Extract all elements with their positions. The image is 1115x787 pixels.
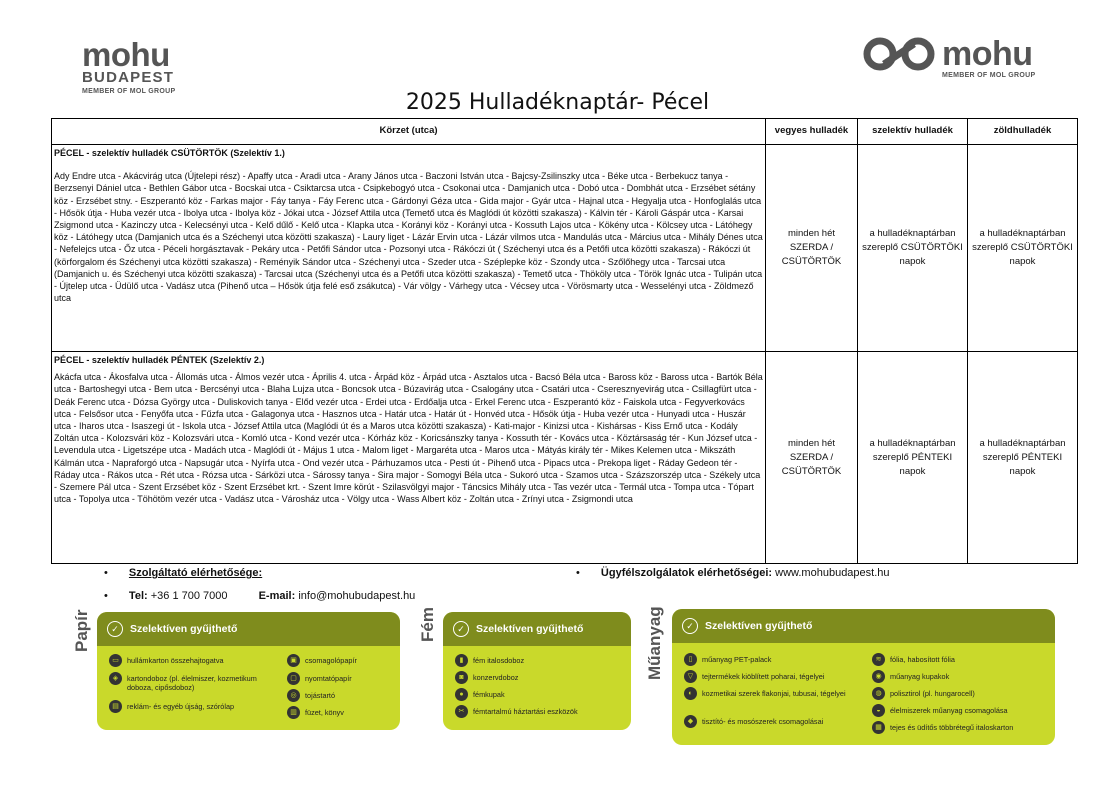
- header-district: Körzet (utca): [52, 119, 766, 145]
- office-contact: [576, 567, 890, 579]
- pet-bottle-icon: ▯: [684, 653, 697, 666]
- mohu-budapest-logo: [82, 36, 176, 95]
- selective-waste-cell: a hulladéknaptárban szereplő PÉNTEKI napok: [858, 352, 968, 564]
- header-selective: szelektív hulladék: [858, 119, 968, 145]
- list-item: ▮ fém italosdoboz: [455, 656, 630, 667]
- table-row: [52, 352, 1078, 564]
- header-mixed: vegyes hulladék: [766, 119, 858, 145]
- list-item: ◎ tojástartó: [287, 691, 397, 702]
- office-value[interactable]: www.mohubudapest.hu: [775, 567, 890, 579]
- list-item: ▤ reklám- és egyéb újság, szórólap: [109, 702, 279, 713]
- bullet-icon: •: [104, 590, 108, 602]
- green-waste-cell: a hulladéknaptárban szereplő CSÜTÖRTÖKI napok: [968, 145, 1078, 352]
- list-item: ▢ nyomtatópapír: [287, 674, 397, 685]
- drink-carton-icon: ▦: [872, 721, 885, 734]
- list-item: ▦ tejes és üdítős többrétegű italoskarton: [872, 723, 1052, 734]
- muanyag-panel: [672, 609, 1055, 745]
- papir-label: Papír: [72, 609, 91, 652]
- panel-header-text: Szelektíven gyűjthető: [705, 620, 813, 632]
- yogurt-cup-icon: ▽: [684, 670, 697, 683]
- street-list: Ady Endre utca - Akácvirág utca (Újtelepi rész) - Apaffy utca - Aradi utca - Arany János utca - Baczoni István utca - Bajcsy-Zsilinszky utca - Béke utca - Berbekucz tanya - Berzsenyi Dániel utca - Bethlen Gábor utca - Bocskai utca - Csiktarcsa utca - Csipkebogyó utca - Csokonai utca - Damjanich utca - Dobó utca - Dombhát utca - Erzsébet sétány köz - Erzsébet stny. - Eszperantó köz - Farkas major - Fáy tanya - Fáy Ferenc utca - Gárdonyi Géza utca - Gida major - Gyár utca - Hajnal utca - Hegyalja utca - Honfoglalás utca - Hősök útja - Huba vezér utca - Ibolya utca - Ibolya köz - Jókai utca - József Attila utca (Temető utca és Maglódi út közötti szakasza) - Kálvin tér - Károli Gáspár utca - Karsai Zsigmond utca - Kazinczy utca - Kelecsényi utca - Kelő dűlő - Kelő utca - Klapka utca - Korányi köz - Korányi utca - Kossuth Lajos utca - Kökény utca - Kölcsey utca - Látóhegy köz - Látóhegy utca (Damjanich utca és a Széchenyi utca közötti szakasza) - Laury liget - Lázár Ervin utca - Lázár vilmos utca - Mandulás utca - Március utca - Mihály Dénes utca - Nefelejcs utca - Őz utca - Péceli horgásztavak - Pekáry utca - Petőfi Sándor utca - Pozsonyi utca - Rákóczi út ( Széchenyi utca és a Petőfi utca közötti szakasza) - Rákóczi út (körforgalom és Széchenyi utca közötti szakasza) - Reményik Sándor utca - Széchenyi utca - Szeder utca - Széplepke köz - Szondy utca - Szőlőhegy utca - Tarcsai utca (Damjanich u. és Széchenyi utca közötti szakasza) - Tarcsai utca (Széchenyi utca és a Petőfi utca közötti szakasza) - Temető utca - Thököly utca - Török Ignác utca - Tulipán utca - Újtelep utca - Üdülő utca - Vadász utca (Pihenő utca – Hősök útja felé eső zsákutca) - Vár völgy - Várhegy utca - Vécsey utca - Vörösmarty utca - Wesselényi utca - Zöldmező utca: [54, 171, 763, 304]
- muanyag-panel-header: [672, 609, 1055, 643]
- muanyag-label: Műanyag: [645, 606, 664, 680]
- email-value[interactable]: info@mohubudapest.hu: [298, 590, 416, 602]
- list-item: ◙ konzervdoboz: [455, 673, 630, 684]
- street-list: Akácfa utca - Ákosfalva utca - Állomás utca - Álmos vezér utca - Április 4. utca - Árpád köz - Árpád utca - Asztalos utca - Bacsó Béla utca - Baross köz - Baross utca - Bartók Béla utca - Bartoshegyi utca - Bem utca - Bercsényi utca - Blaha Lujza utca - Boncsok utca - Búzavirág utca - Csalogány utca - Csatári utca - Cseresznyevirág utca - Csillagfürt utca - Deák Ferenc utca - Dózsa György utca - Duliskovich tanya - Előd vezér utca - Erdei utca - Erdőalja utca - Erkel Ferenc utca - Eszperantó köz - Faiskola utca - Fegyverkovács utca - Felsősor utca - Fenyőfa utca - Fűzfa utca - Galagonya utca - Hasznos utca - Határ utca - Határ út - Honvéd utca - Hősök útja - Huba vezér utca - Hunyadi utca - Huszár utca - Iharos utca - Isaszegi út - Iskola utca - József Attila utca (Maglódi út és a Maros utca közötti szakasza) - Kati-major - Kinizsi utca - Kishársas - Kiss Ernő utca - Kodály Zoltán utca - Kolozsvári köz - Kolozsvári utca - Komló utca - Kond vezér utca - Kórház köz - Koricsánszky tanya - Kossuth tér - Kovács utca - Köztársaság tér - Kun József utca - Levendula utca - Ligetszépe utca - Madách utca - Maglódi út - Május 1 utca - Malom liget - Margaréta utca - Maros utca - Mátyás király tér - Mikes Kelemen utca - Mikszáth Kálmán utca - Napraforgó utca - Napsugár utca - Nyírfa utca - Ond vezér utca - Párhuzamos utca - Pesti út - Pihenő utca - Pipacs utca - Prekopa liget - Ráday Gedeon tér - Ráday utca - Rákos utca - Rét utca - Rózsa utca - Sárközi utca - Sárossy tanya - Sira major - Somogyi Béla utca - Sukoró utca - Szamos utca - Százszorszép utca - Székely utca - Szemere Pál utca - Szent Erzsébet köz - Szent Erzsébet krt. - Szent Imre körút - Szilasvölgyi major - Táncsics Mihály utca - Tas vezér utca - Termál utca - Tompa utca - Tópart utca - Topolya utca - Töhötöm vezér utca - Vadász utca - Városház utca - Völgy utca - Wass Albert köz - Zoltán utca - Zrínyi utca - Zsigmondi utca: [54, 372, 763, 505]
- zone-heading: PÉCEL - szelektív hulladék CSÜTÖRTÖK (Szelektív 1.): [54, 148, 285, 158]
- check-icon: ✓: [453, 621, 469, 637]
- list-item: ◒ élelmiszerek műanyag csomagolása: [872, 706, 1052, 717]
- list-item: ◆ tisztító- és mosószerek csomagolásai: [684, 717, 869, 728]
- tin-can-icon: ◙: [455, 671, 468, 684]
- header-green: zöldhulladék: [968, 119, 1078, 145]
- drink-can-icon: ▮: [455, 654, 468, 667]
- wrapping-paper-icon: ▣: [287, 654, 300, 667]
- list-item: ▽ tejtermékek kiöblített poharai, tégelyei: [684, 672, 869, 683]
- egg-carton-icon: ◎: [287, 689, 300, 702]
- detergent-icon: ◆: [684, 715, 697, 728]
- provider-label: Szolgáltató elérhetősége:: [128, 567, 263, 579]
- list-item: ◈ kartondoboz (pl. élelmiszer, kozmetikum doboza, cipősdoboz): [109, 674, 279, 692]
- table-header-row: [52, 119, 1078, 145]
- panel-header-text: Szelektíven gyűjthető: [130, 623, 238, 635]
- table-row: [52, 145, 1078, 352]
- office-label: Ügyfélszolgálatok elérhetőségei:: [600, 567, 773, 579]
- page-title: 2025 Hulladéknaptár- Pécel: [405, 90, 710, 115]
- logo-right-word: mohu: [942, 35, 1033, 73]
- cardboard-icon: ▭: [109, 654, 122, 667]
- metal-cap-icon: ●: [455, 688, 468, 701]
- logo-left-tag: MEMBER OF MOL GROUP: [82, 88, 176, 95]
- schedule-table: [51, 118, 1078, 564]
- bullet-icon: •: [104, 567, 108, 579]
- fem-panel: [443, 612, 631, 730]
- green-waste-cell: a hulladéknaptárban szereplő PÉNTEKI napok: [968, 352, 1078, 564]
- plastic-cap-icon: ◉: [872, 670, 885, 683]
- scissors-icon: ✂: [455, 705, 468, 718]
- list-item: ▭ hullámkarton összehajtogatva: [109, 656, 279, 667]
- check-icon: ✓: [682, 618, 698, 634]
- list-item: ≋ fólia, habosított fólia: [872, 655, 1052, 666]
- logo-left-city: BUDAPEST: [82, 69, 175, 86]
- mixed-waste-cell: minden hét SZERDA / CSÜTÖRTÖK: [766, 145, 858, 352]
- foil-icon: ≋: [872, 653, 885, 666]
- street-cell: [52, 145, 766, 352]
- cosmetic-bottle-icon: ◐: [684, 687, 697, 700]
- check-icon: ✓: [107, 621, 123, 637]
- list-item: ▥ füzet, könyv: [287, 708, 397, 719]
- list-item: ✂ fémtartalmú háztartási eszközök: [455, 707, 630, 718]
- list-item: ◍ polisztirol (pl. hungarocell): [872, 689, 1052, 700]
- street-cell: [52, 352, 766, 564]
- mohu-logo-right: [862, 36, 1035, 79]
- tel-value[interactable]: +36 1 700 7000: [150, 590, 228, 602]
- provider-contact-heading: [104, 567, 262, 579]
- printer-paper-icon: ▢: [287, 672, 300, 685]
- logo-left-word: mohu: [82, 36, 170, 73]
- fem-panel-header: [443, 612, 631, 646]
- food-packaging-icon: ◒: [872, 704, 885, 717]
- polystyrene-icon: ◍: [872, 687, 885, 700]
- panel-header-text: Szelektíven gyűjthető: [476, 623, 584, 635]
- list-item: ▯ műanyag PET-palack: [684, 655, 869, 666]
- box-icon: ◈: [109, 672, 122, 685]
- list-item: ▣ csomagolópapír: [287, 656, 397, 667]
- bullet-icon: •: [576, 567, 580, 579]
- newspaper-icon: ▤: [109, 700, 122, 713]
- mixed-waste-cell: minden hét SZERDA / CSÜTÖRTÖK: [766, 352, 858, 564]
- fem-label: Fém: [418, 607, 437, 642]
- email-label: E-mail:: [258, 590, 296, 602]
- list-item: ◐ kozmetikai szerek flakonjai, tubusai, tégelyei: [684, 689, 869, 700]
- papir-panel-header: [97, 612, 400, 646]
- list-item: ◉ műanyag kupakok: [872, 672, 1052, 683]
- mohu-infinity-logo-icon: [862, 36, 938, 72]
- tel-label: Tel:: [128, 590, 148, 602]
- provider-contact-details: [104, 590, 415, 602]
- list-item: ● fémkupak: [455, 690, 630, 701]
- book-icon: ▥: [287, 706, 300, 719]
- logo-right-tag: MEMBER OF MOL GROUP: [942, 72, 1036, 79]
- papir-panel: [97, 612, 400, 730]
- zone-heading: PÉCEL - szelektív hulladék PÉNTEK (Szelektív 2.): [54, 355, 265, 365]
- selective-waste-cell: a hulladéknaptárban szereplő CSÜTÖRTÖKI napok: [858, 145, 968, 352]
